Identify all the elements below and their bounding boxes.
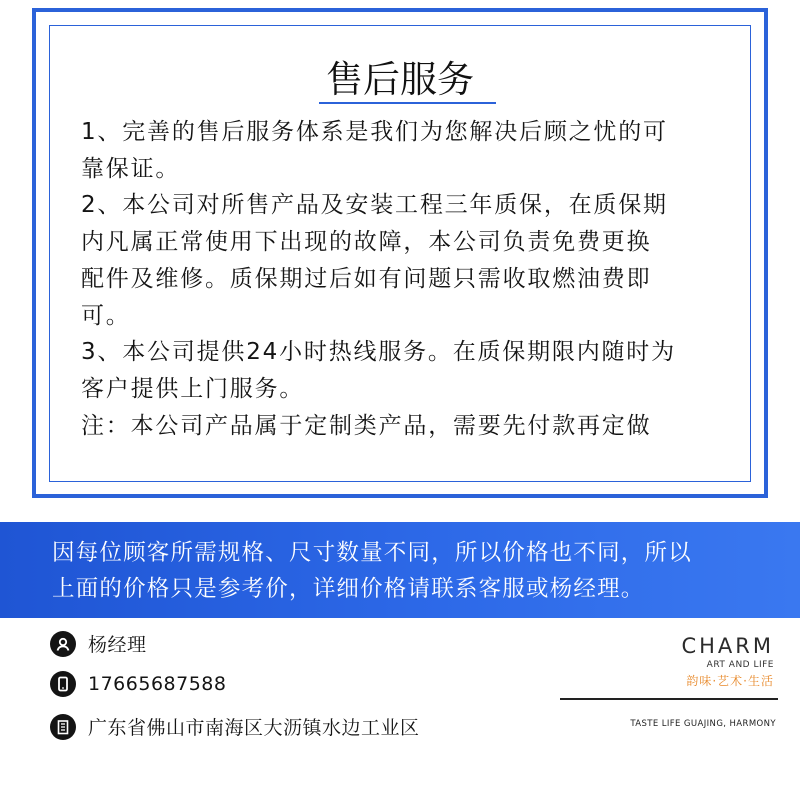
notice-line: 配件及维修。质保期过后如有问题只需收取燃油费即: [81, 265, 652, 292]
notice-body: [81, 114, 731, 444]
user-icon: [50, 631, 76, 657]
brand-logo: CHARM: [681, 634, 774, 658]
brand-chinese-slogan: 韵味·艺术·生活: [686, 674, 774, 688]
notice-line: 3、本公司提供24小时热线服务。在质保期限内随时为: [81, 339, 676, 366]
contact-address-row: [50, 713, 420, 740]
notice-line: 客户提供上门服务。: [81, 375, 305, 402]
notice-line: 2、本公司对所售产品及安装工程三年质保，在质保期: [81, 192, 668, 219]
notice-line: 靠保证。: [81, 155, 181, 182]
notice-title: 售后服务: [326, 58, 474, 101]
contact-name-row: [50, 630, 147, 657]
banner-line: 因每位顾客所需规格、尺寸数量不同，所以价格也不同，所以: [52, 540, 692, 566]
title-underline: [319, 102, 496, 104]
banner-line: 上面的价格只是参考价，详细价格请联系客服或杨经理。: [52, 576, 645, 602]
notice-line: 注：本公司产品属于定制类产品，需要先付款再定做: [81, 412, 652, 439]
contact-phone[interactable]: 17665687588: [88, 673, 227, 695]
phone-icon: [50, 671, 76, 697]
contact-phone-row: [50, 671, 226, 697]
brand-subtitle: ART AND LIFE: [706, 660, 774, 670]
brand-tagline: TASTE LIFE GUAJING, HARMONY: [630, 719, 776, 729]
brand-divider: [560, 698, 778, 700]
notice-line: 1、完善的售后服务体系是我们为您解决后顾之忧的可: [81, 119, 668, 145]
notice-line: 内凡属正常使用下出现的故障，本公司负责免费更换: [81, 229, 652, 256]
contact-name: 杨经理: [88, 634, 147, 656]
notice-line: 可。: [81, 302, 131, 329]
building-icon: [50, 714, 76, 740]
price-notice-banner: [0, 522, 800, 618]
contact-address: 广东省佛山市南海区大沥镇水边工业区: [88, 717, 420, 739]
